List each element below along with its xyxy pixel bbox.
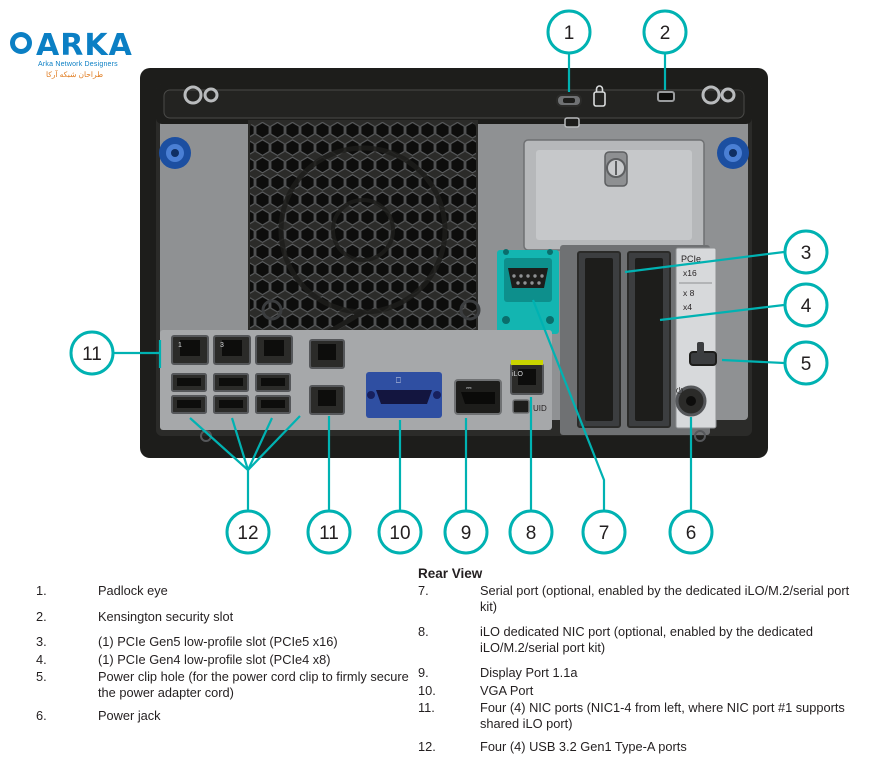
- svg-text:5: 5: [800, 354, 812, 375]
- svg-text:7: 7: [598, 523, 610, 544]
- legend-text: VGA Port: [480, 682, 534, 698]
- callout-6: [670, 511, 712, 553]
- callout-1: [548, 11, 590, 53]
- legend-item: [418, 583, 868, 614]
- svg-text:3: 3: [220, 342, 224, 349]
- legend-text: Serial port (optional, enabled by the dedicated iLO/M.2/serial port kit): [480, 583, 850, 614]
- legend-number: 3.: [36, 634, 47, 649]
- svg-text:12: 12: [237, 523, 259, 544]
- logo-wordmark: ARKA: [36, 28, 133, 63]
- legend-number: 2.: [36, 608, 47, 624]
- legend-item: [36, 583, 416, 599]
- svg-text:9: 9: [460, 523, 472, 544]
- legend-number: 1.: [36, 583, 47, 598]
- figure-title: Rear View: [418, 566, 483, 581]
- legend-item: [36, 708, 416, 724]
- legend-number: 10.: [418, 682, 436, 698]
- legend-text: Kensington security slot: [98, 608, 234, 624]
- svg-text:3: 3: [800, 243, 812, 264]
- legend-item: [418, 683, 868, 699]
- svg-text:11: 11: [319, 523, 339, 544]
- power-jack: [676, 386, 705, 415]
- legend-text: Four (4) NIC ports (NIC1-4 from left, where NIC port #1 supports shared iLO port): [480, 700, 845, 731]
- logo-subtitle-en: Arka Network Designers: [38, 61, 118, 68]
- legend-text: iLO dedicated NIC port (optional, enabled by the dedicated iLO/M.2/serial port kit): [480, 624, 813, 655]
- kensington-security-slot: [658, 92, 674, 101]
- callout-11: [308, 511, 350, 553]
- legend-text: Power jack: [98, 708, 161, 723]
- legend-number: 9.: [418, 665, 429, 680]
- svg-text:UID: UID: [533, 404, 547, 413]
- serial-port: [497, 249, 559, 334]
- callout-3: [785, 231, 827, 273]
- legend-number: 11.: [418, 700, 435, 715]
- svg-text:x4: x4: [683, 302, 692, 312]
- displayport: [455, 380, 501, 414]
- svg-text:4: 4: [800, 296, 812, 317]
- svg-text:11: 11: [82, 344, 102, 365]
- legend-text: Four (4) USB 3.2 Gen1 Type-A ports: [480, 739, 687, 754]
- callout-5: [785, 342, 827, 384]
- svg-text:x16: x16: [683, 268, 697, 278]
- chassis-top-rail: [156, 84, 752, 124]
- callout-9: [445, 511, 487, 553]
- svg-text:1: 1: [563, 23, 575, 44]
- svg-text:6: 6: [685, 523, 697, 544]
- svg-text:x 8: x 8: [683, 288, 695, 298]
- legend-left-column: [36, 583, 416, 734]
- svg-text:10: 10: [389, 523, 411, 544]
- ilo-nic-port: [511, 360, 547, 413]
- callout-4: [785, 284, 827, 326]
- callout-11-left: [71, 332, 113, 374]
- legend-number: 5.: [36, 669, 47, 684]
- svg-text:⎕: ⎕: [396, 376, 401, 385]
- legend-item: [36, 609, 416, 625]
- vga-port: [366, 372, 442, 418]
- legend-number: 4.: [36, 651, 47, 667]
- callout-8: [510, 511, 552, 553]
- legend-item: [418, 665, 868, 681]
- legend-number: 6.: [36, 708, 47, 723]
- svg-text:1: 1: [178, 342, 182, 349]
- svg-text:8: 8: [525, 523, 537, 544]
- svg-text:⏻: ⏻: [676, 386, 684, 396]
- legend-item: [36, 634, 416, 650]
- nic-ports: [172, 336, 292, 364]
- callout-7: [583, 511, 625, 553]
- pcie-label: PCIe: [681, 254, 702, 264]
- legend-text: (1) PCIe Gen4 low-profile slot (PCIe4 x8): [98, 651, 331, 667]
- svg-text:iLO: iLO: [512, 371, 523, 378]
- legend-number: 7.: [418, 583, 429, 598]
- callout-12: [227, 511, 269, 553]
- legend-text: Padlock eye: [98, 583, 168, 598]
- legend-number: 12.: [418, 739, 436, 754]
- legend-item: [36, 669, 416, 700]
- thumbscrew-right: [717, 137, 749, 169]
- logo-subtitle-fa: طراحان شبکه آرکا: [46, 70, 104, 79]
- legend-text: Power clip hole (for the power cord clip to firmly secure the power adapter cord): [98, 669, 409, 700]
- callout-10: [379, 511, 421, 553]
- callout-2: [644, 11, 686, 53]
- legend-right-column: [418, 583, 868, 765]
- svg-text:⎓: ⎓: [466, 385, 472, 392]
- svg-text:2: 2: [659, 23, 671, 44]
- legend-item: [36, 652, 416, 668]
- legend-item: [418, 739, 868, 755]
- riser-cover-panel: [524, 140, 704, 250]
- legend-text: Display Port 1.1a: [480, 665, 578, 680]
- thumbscrew-left: [159, 137, 191, 169]
- legend-number: 8.: [418, 624, 429, 639]
- legend-item: [418, 700, 868, 731]
- legend-text: (1) PCIe Gen5 low-profile slot (PCIe5 x16): [98, 634, 338, 649]
- legend-item: [418, 624, 868, 655]
